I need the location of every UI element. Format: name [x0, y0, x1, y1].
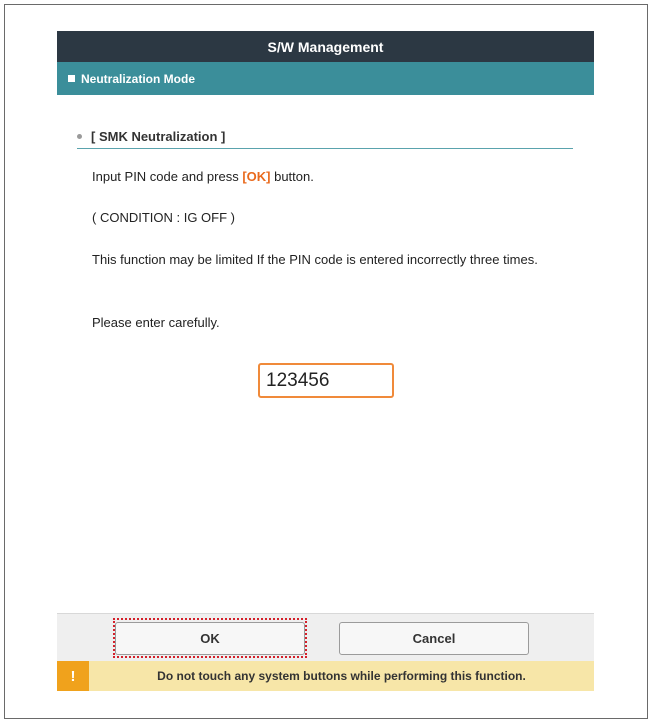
warning-bar: [57, 661, 594, 691]
sw-management-dialog: [57, 31, 594, 691]
exclamation-icon: !: [57, 661, 89, 691]
pin-input[interactable]: [258, 363, 394, 398]
window-title: S/W Management: [57, 31, 594, 62]
warning-message: Do not touch any system buttons while performing this function.: [157, 669, 526, 683]
button-area: [57, 613, 594, 661]
ok-keyword: [OK]: [242, 169, 271, 184]
mode-label: Neutralization Mode: [81, 71, 196, 86]
ok-button[interactable]: OK: [115, 622, 305, 655]
instruction-suffix: button.: [270, 169, 314, 184]
square-bullet-icon: [68, 75, 75, 82]
condition-text: ( CONDITION : IG OFF ): [92, 210, 235, 225]
mode-bar: [57, 62, 594, 95]
section-header: [77, 125, 573, 149]
instruction-line: [92, 168, 314, 186]
careful-text: Please enter carefully.: [92, 315, 220, 330]
bullet-dot-icon: [77, 134, 82, 139]
limit-warning-text: This function may be limited If the PIN code is entered incorrectly three times.: [92, 252, 538, 267]
section-title: [ SMK Neutralization ]: [91, 129, 226, 144]
instruction-prefix: Input PIN code and press: [92, 169, 243, 184]
cancel-button[interactable]: Cancel: [339, 622, 529, 655]
